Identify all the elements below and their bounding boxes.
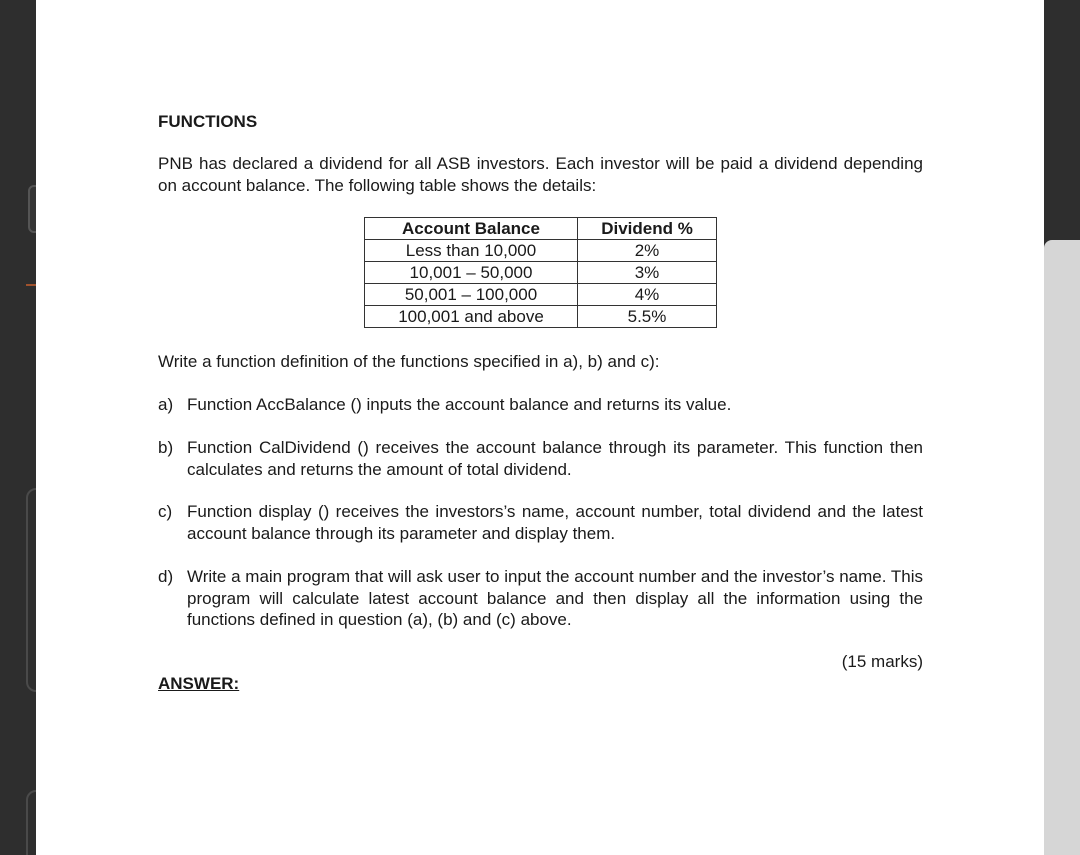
- header-dividend-percent: Dividend %: [578, 218, 717, 240]
- question-label: b): [158, 438, 174, 457]
- cell-dividend: 2%: [578, 240, 717, 262]
- cell-dividend: 5.5%: [578, 306, 717, 328]
- question-b: [158, 437, 923, 480]
- question-text: Function display () receives the investors’s name, account number, total dividend and the latest account balance through its parameter and display them.: [187, 502, 923, 543]
- dividend-table-wrapper: [364, 217, 717, 328]
- right-background-strip: [1044, 0, 1080, 855]
- question-text: Function AccBalance () inputs the account balance and returns its value.: [187, 395, 732, 414]
- cell-balance: 100,001 and above: [365, 306, 578, 328]
- cell-balance: Less than 10,000: [365, 240, 578, 262]
- question-d: [158, 566, 923, 631]
- dividend-table: [364, 217, 717, 328]
- marks-label: (15 marks): [841, 652, 923, 671]
- question-label: d): [158, 567, 174, 586]
- header-account-balance: Account Balance: [365, 218, 578, 240]
- table-row: [365, 262, 717, 284]
- right-panel: [1044, 240, 1080, 855]
- question-label: a): [158, 395, 174, 414]
- cell-balance: 50,001 – 100,000: [365, 284, 578, 306]
- table-row: [365, 240, 717, 262]
- table-row: [365, 306, 717, 328]
- section-heading: FUNCTIONS: [158, 112, 258, 131]
- question-label: c): [158, 502, 173, 521]
- cell-dividend: 4%: [578, 284, 717, 306]
- table-header-row: [365, 218, 717, 240]
- question-a: [158, 394, 923, 416]
- left-background-strip: [0, 0, 36, 855]
- left-divider-fragment: [26, 284, 36, 286]
- document-page: [36, 0, 1044, 855]
- question-text: Function CalDividend () receives the account balance through its parameter. This function then calculates and returns the amount of total dividend.: [187, 438, 923, 479]
- table-row: [365, 284, 717, 306]
- left-card-fragment: [26, 488, 36, 692]
- intro-paragraph: PNB has declared a dividend for all ASB investors. Each investor will be paid a dividend depending on account balance. The following table shows the details:: [158, 154, 923, 195]
- cell-dividend: 3%: [578, 262, 717, 284]
- answer-label: ANSWER:: [158, 674, 240, 693]
- left-card-fragment-bottom: [26, 790, 36, 855]
- question-c: [158, 501, 923, 544]
- left-panel-fragment: [28, 185, 36, 233]
- question-text: Write a main program that will ask user to input the account number and the investor’s name. This program will calculate latest account balance and then display all the information using the functions defined in question (a), (b) and (c) above.: [187, 567, 923, 629]
- instruction-prompt: Write a function definition of the functions specified in a), b) and c):: [158, 352, 660, 371]
- cell-balance: 10,001 – 50,000: [365, 262, 578, 284]
